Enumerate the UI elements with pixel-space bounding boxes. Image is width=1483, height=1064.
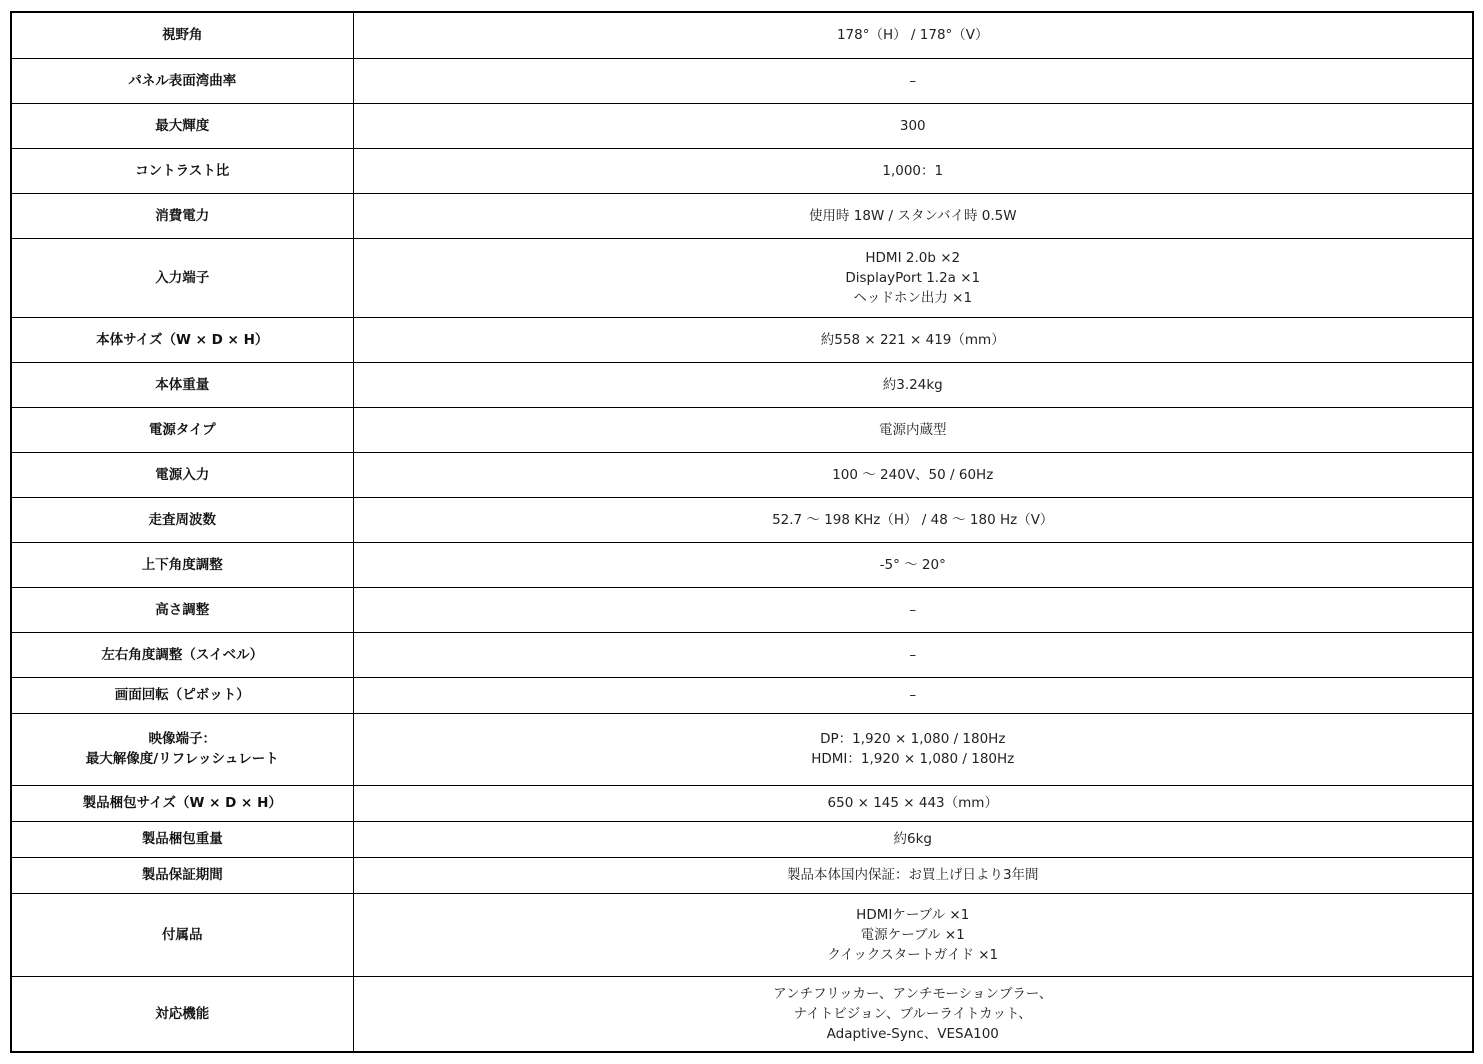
spec-label-cell	[11, 362, 353, 407]
spec-value-cell	[353, 317, 1473, 362]
spec-row	[11, 103, 1473, 148]
spec-row	[11, 317, 1473, 362]
spec-value-cell	[353, 193, 1473, 238]
spec-value-cell	[353, 362, 1473, 407]
spec-label-cell	[11, 58, 353, 103]
spec-value: HDMIケーブル ×1	[856, 906, 970, 923]
spec-label: 画面回転（ピボット）	[114, 687, 250, 703]
spec-label-cell	[11, 497, 353, 542]
spec-value-cell	[353, 58, 1473, 103]
spec-label-cell	[11, 542, 353, 587]
spec-label-cell	[11, 193, 353, 238]
spec-value: 約3.24kg	[882, 376, 943, 393]
spec-label: パネル表面湾曲率	[128, 72, 237, 89]
spec-value: Adaptive-Sync、VESA100	[826, 1025, 999, 1042]
spec-value-cell	[353, 103, 1473, 148]
spec-value-cell	[353, 857, 1473, 893]
spec-table-body	[11, 12, 1473, 1052]
spec-label: 本体サイズ（W × D × H）	[96, 331, 269, 348]
spec-label-cell	[11, 452, 353, 497]
spec-label: 視野角	[162, 27, 203, 44]
spec-row	[11, 785, 1473, 821]
spec-row	[11, 12, 1473, 58]
spec-value: DisplayPort 1.2a ×1	[845, 269, 981, 286]
spec-row	[11, 362, 1473, 407]
spec-value-cell	[353, 976, 1473, 1052]
spec-label: 付属品	[162, 926, 203, 943]
spec-value-cell	[353, 238, 1473, 317]
spec-label-cell	[11, 587, 353, 632]
spec-row	[11, 148, 1473, 193]
spec-label: 製品保証期間	[141, 867, 223, 883]
spec-value: 電源ケーブル ×1	[860, 926, 965, 943]
spec-label: 映像端子：	[148, 731, 216, 747]
spec-value-cell	[353, 821, 1473, 857]
spec-row	[11, 58, 1473, 103]
spec-value-cell	[353, 452, 1473, 497]
spec-value: 650 × 145 × 443（mm）	[827, 795, 998, 811]
spec-label-cell	[11, 238, 353, 317]
spec-value-cell	[353, 497, 1473, 542]
spec-label-cell	[11, 407, 353, 452]
spec-label-cell	[11, 821, 353, 857]
spec-value: 約6kg	[893, 831, 932, 847]
spec-label-cell	[11, 976, 353, 1052]
spec-label: 走査周波数	[148, 511, 216, 528]
spec-row	[11, 857, 1473, 893]
spec-row	[11, 713, 1473, 785]
spec-value: 300	[899, 117, 926, 134]
spec-label: 電源タイプ	[148, 421, 216, 438]
spec-value-cell	[353, 407, 1473, 452]
spec-table	[10, 11, 1474, 1053]
spec-value-cell	[353, 542, 1473, 587]
spec-value-cell	[353, 713, 1473, 785]
spec-label-cell	[11, 148, 353, 193]
spec-value: –	[909, 646, 917, 663]
spec-label: 最大解像度/リフレッシュレート	[85, 751, 279, 767]
spec-value: 52.7 ～ 198 KHz（H） / 48 ～ 180 Hz（V）	[772, 511, 1054, 528]
spec-row	[11, 452, 1473, 497]
spec-label-cell	[11, 12, 353, 58]
spec-row	[11, 238, 1473, 317]
spec-value: DP：1,920 × 1,080 / 180Hz	[820, 731, 1006, 747]
spec-label-cell	[11, 103, 353, 148]
spec-value: 1,000：1	[882, 162, 944, 179]
spec-value-cell	[353, 785, 1473, 821]
spec-label: 最大輝度	[155, 117, 210, 134]
spec-value: 100 ～ 240V、50 / 60Hz	[832, 466, 994, 483]
spec-label: 対応機能	[155, 1005, 210, 1022]
spec-value: 178°（H） / 178°（V）	[836, 27, 989, 44]
spec-value-cell	[353, 12, 1473, 58]
spec-value-cell	[353, 148, 1473, 193]
spec-label: 高さ調整	[155, 601, 210, 618]
spec-value: –	[909, 601, 917, 618]
spec-value-cell	[353, 893, 1473, 976]
spec-value: –	[909, 687, 917, 703]
spec-row	[11, 632, 1473, 677]
spec-label-cell	[11, 893, 353, 976]
spec-value: ヘッドホン出力 ×1	[853, 289, 973, 306]
spec-label: 本体重量	[155, 376, 210, 393]
spec-label-cell	[11, 317, 353, 362]
spec-label: 左右角度調整（スイベル）	[101, 646, 264, 663]
spec-value-cell	[353, 677, 1473, 713]
spec-label: 消費電力	[155, 207, 210, 224]
spec-row	[11, 893, 1473, 976]
spec-value: ナイトビジョン、ブルーライトカット、	[793, 1005, 1032, 1022]
spec-value: HDMI 2.0b ×2	[865, 249, 961, 266]
spec-row	[11, 677, 1473, 713]
spec-label: 製品梱包サイズ（W × D × H）	[82, 795, 282, 811]
spec-label: 電源入力	[155, 466, 210, 483]
spec-row	[11, 976, 1473, 1052]
spec-label-cell	[11, 857, 353, 893]
spec-row	[11, 193, 1473, 238]
spec-label: 製品梱包重量	[141, 831, 223, 847]
spec-value: 電源内蔵型	[879, 421, 947, 438]
spec-label-cell	[11, 713, 353, 785]
spec-value: –	[909, 72, 917, 89]
spec-label: 上下角度調整	[141, 556, 223, 573]
spec-row	[11, 821, 1473, 857]
spec-value: 約558 × 221 × 419（mm）	[820, 331, 1005, 348]
spec-value: 製品本体国内保証：お買上げ日より3年間	[786, 867, 1039, 883]
spec-row	[11, 587, 1473, 632]
spec-value: アンチフリッカー、アンチモーションブラー、	[773, 985, 1053, 1002]
spec-value-cell	[353, 632, 1473, 677]
spec-value-cell	[353, 587, 1473, 632]
spec-row	[11, 542, 1473, 587]
spec-value: HDMI：1,920 × 1,080 / 180Hz	[811, 751, 1015, 767]
spec-row	[11, 407, 1473, 452]
spec-value: クイックスタートガイド ×1	[827, 946, 999, 963]
spec-row	[11, 497, 1473, 542]
spec-label-cell	[11, 785, 353, 821]
spec-label: コントラスト比	[135, 162, 230, 179]
spec-label-cell	[11, 677, 353, 713]
spec-label-cell	[11, 632, 353, 677]
spec-value: 使用時 18W / スタンバイ時 0.5W	[808, 207, 1017, 224]
spec-label: 入力端子	[155, 269, 210, 286]
spec-value: -5° ～ 20°	[879, 556, 946, 573]
